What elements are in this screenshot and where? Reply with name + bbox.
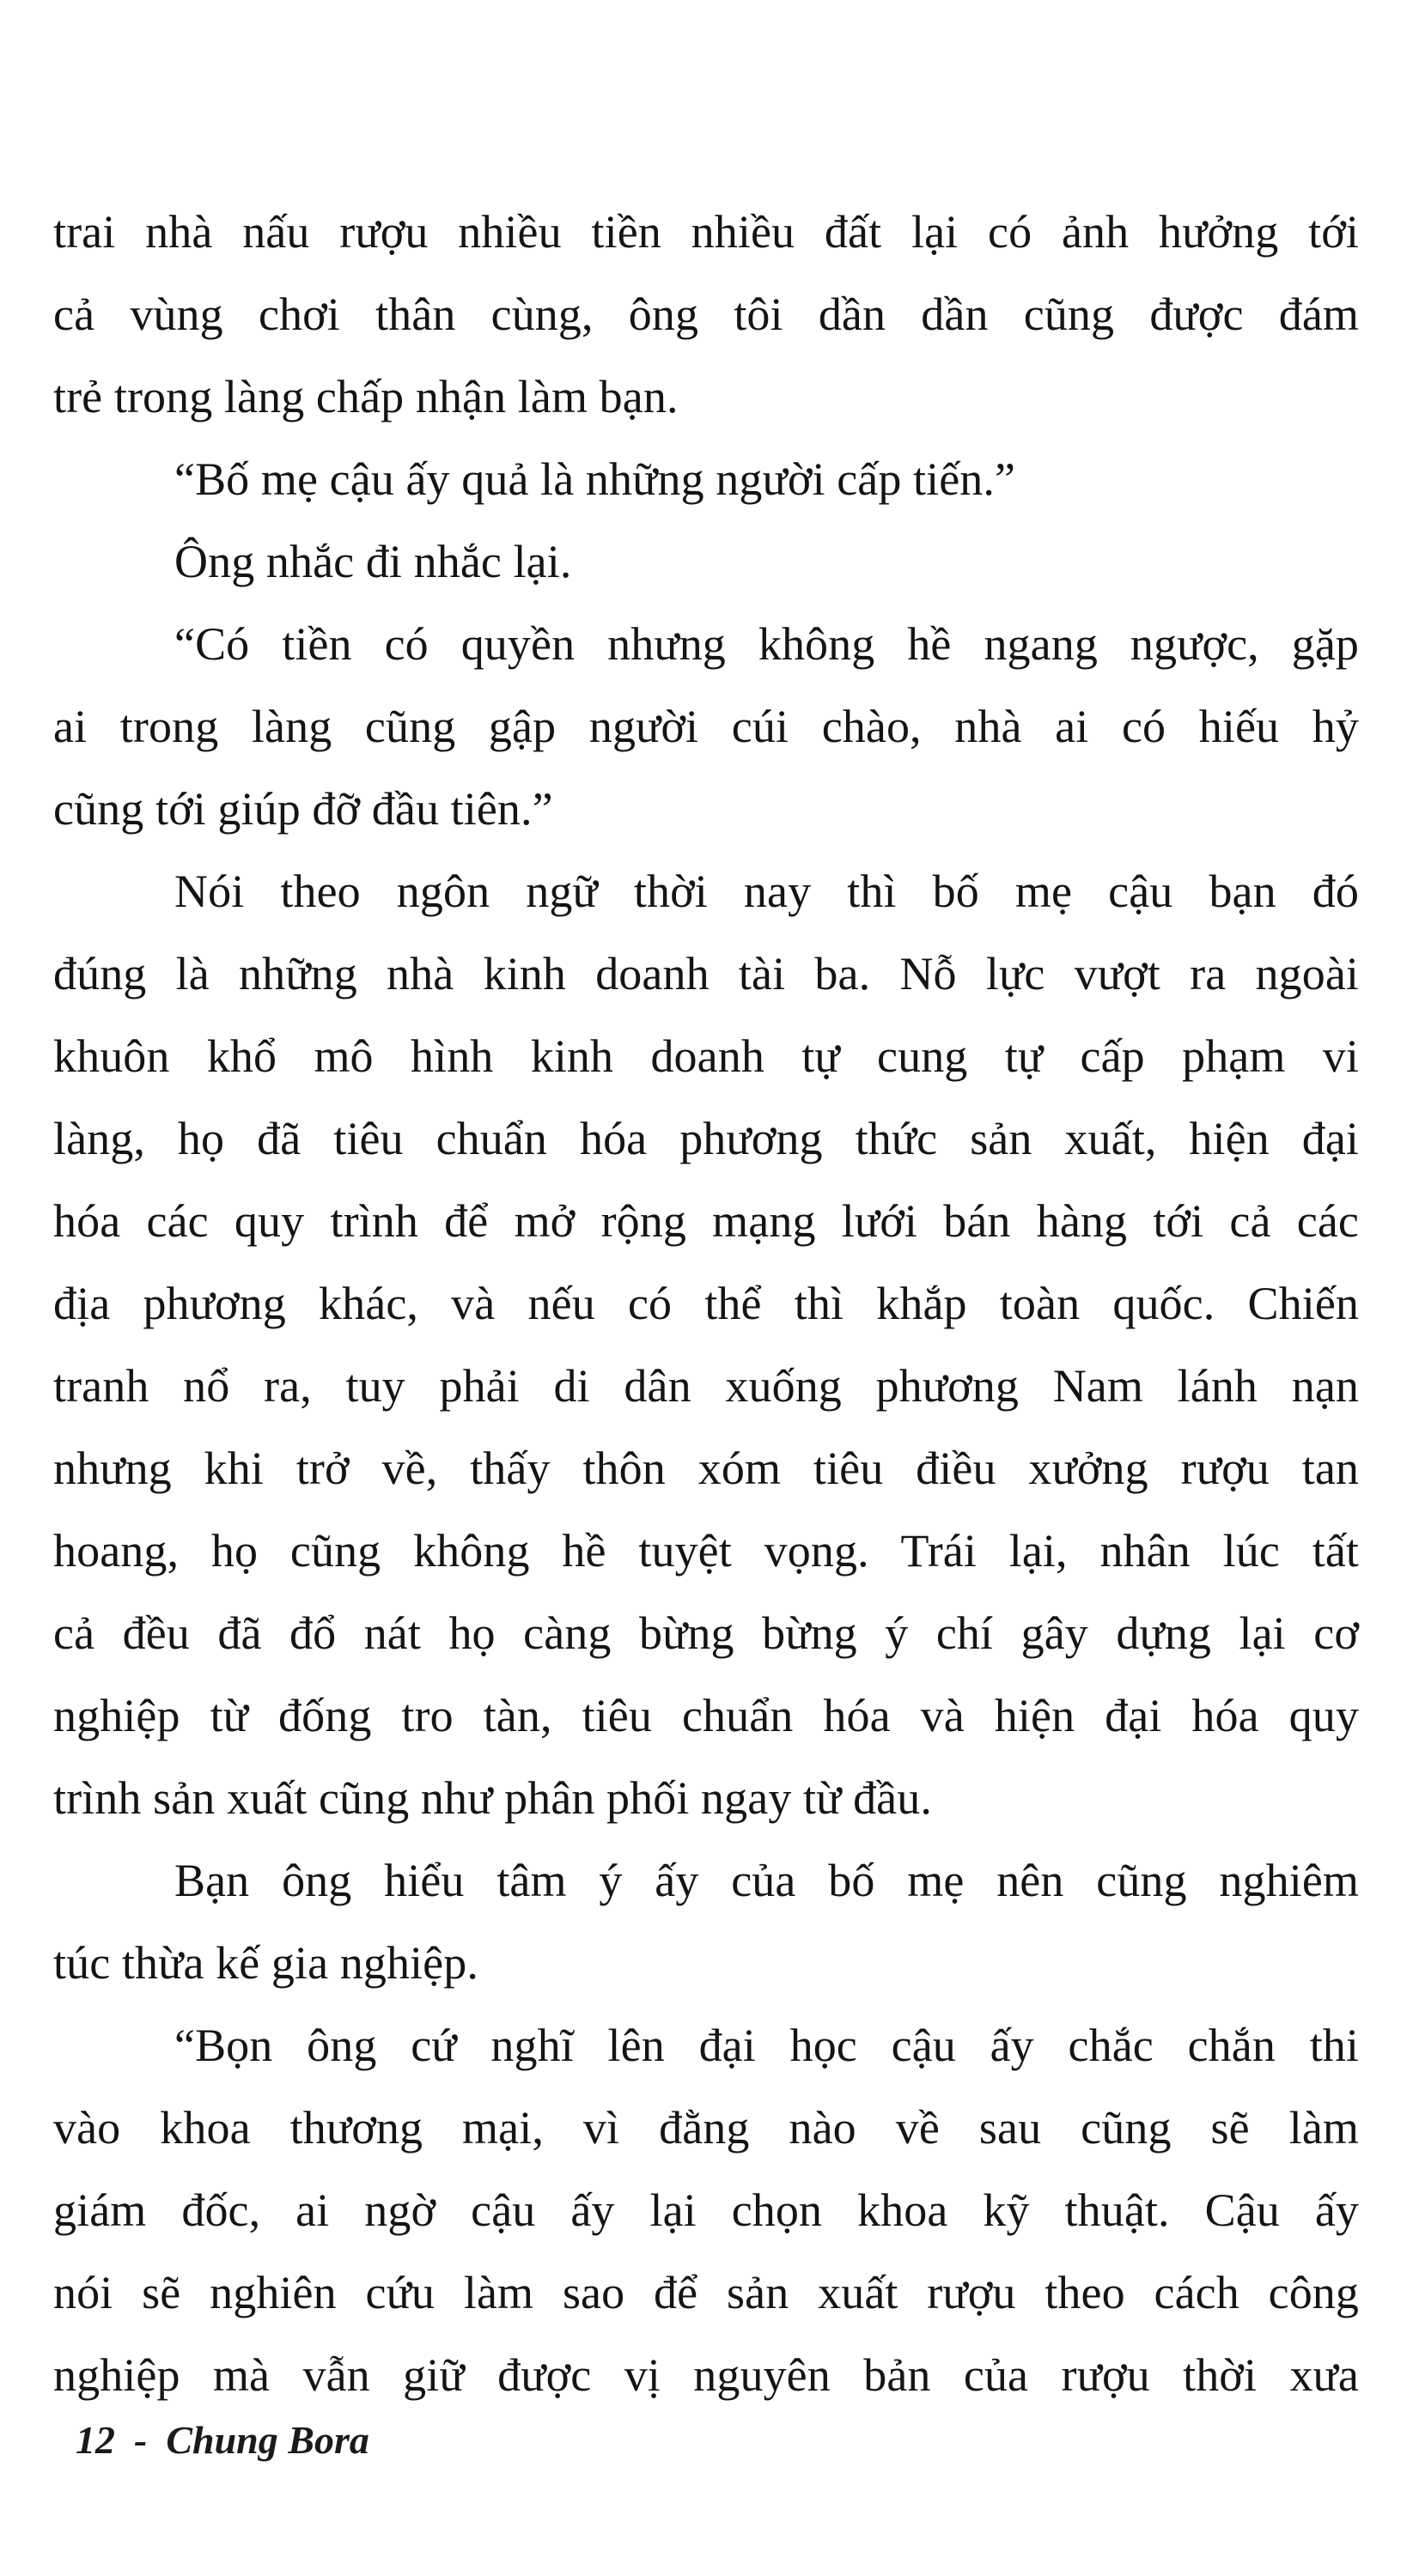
- text-line: “Có tiền có quyền nhưng không hề ngang ngược, gặp: [174, 618, 1359, 670]
- text-line: “Bố mẹ cậu ấy quả là những người cấp tiến.”: [174, 453, 1016, 505]
- text-line: Ông nhắc đi nhắc lại.: [174, 536, 572, 587]
- text-line: cả vùng chơi thân cùng, ông tôi dần dần cũng được đám: [53, 289, 1359, 340]
- text-line: trẻ trong làng chấp nhận làm bạn.: [53, 371, 679, 422]
- text-line: khuôn khổ mô hình kinh doanh tự cung tự cấp phạm vi: [53, 1030, 1359, 1082]
- text-line: đúng là những nhà kinh doanh tài ba. Nỗ lực vượt ra ngoài: [53, 948, 1359, 999]
- page-footer: [76, 2417, 369, 2463]
- text-line: trình sản xuất cũng như phân phối ngay từ đầu.: [53, 1772, 932, 1824]
- text-line: giám đốc, ai ngờ cậu ấy lại chọn khoa kỹ thuật. Cậu ấy: [53, 2184, 1359, 2236]
- text-line: “Bọn ông cứ nghĩ lên đại học cậu ấy chắc chắn thi: [174, 2020, 1359, 2071]
- text-line: hoang, họ cũng không hề tuyệt vọng. Trái lại, nhân lúc tất: [53, 1525, 1359, 1577]
- text-line: hóa các quy trình để mở rộng mạng lưới bán hàng tới cả các: [53, 1195, 1359, 1247]
- text-line: Nói theo ngôn ngữ thời nay thì bố mẹ cậu bạn đó: [174, 866, 1359, 917]
- text-line: trai nhà nấu rượu nhiều tiền nhiều đất lại có ảnh hưởng tới: [53, 206, 1359, 258]
- text-line: vào khoa thương mại, vì đằng nào về sau cũng sẽ làm: [53, 2102, 1359, 2154]
- text-line: làng, họ đã tiêu chuẩn hóa phương thức sản xuất, hiện đại: [53, 1113, 1359, 1164]
- text-line: Bạn ông hiểu tâm ý ấy của bố mẹ nên cũng nghiêm: [174, 1855, 1359, 1906]
- text-line: cả đều đã đổ nát họ càng bừng bừng ý chí gây dựng lại cơ: [53, 1607, 1359, 1659]
- text-line: nghiệp mà vẫn giữ được vị nguyên bản của rượu thời xưa: [53, 2349, 1359, 2401]
- page-body-text: [53, 191, 1359, 2416]
- text-line: ai trong làng cũng gập người cúi chào, nhà ai có hiếu hỷ: [53, 701, 1359, 752]
- text-line: địa phương khác, và nếu có thể thì khắp toàn quốc. Chiến: [53, 1278, 1359, 1329]
- text-line: nhưng khi trở về, thấy thôn xóm tiêu điều xưởng rượu tan: [53, 1443, 1359, 1494]
- text-line: cũng tới giúp đỡ đầu tiên.”: [53, 783, 553, 835]
- footer-separator: -: [134, 2418, 148, 2462]
- text-line: nghiệp từ đống tro tàn, tiêu chuẩn hóa và hiện đại hóa quy: [53, 1690, 1359, 1741]
- text-line: nói sẽ nghiên cứu làm sao để sản xuất rượu theo cách công: [53, 2267, 1359, 2318]
- text-line: túc thừa kế gia nghiệp.: [53, 1937, 478, 1989]
- page-number: 12: [76, 2418, 115, 2462]
- author-name: Chung Bora: [166, 2418, 369, 2462]
- text-line: tranh nổ ra, tuy phải di dân xuống phương Nam lánh nạn: [53, 1360, 1359, 1412]
